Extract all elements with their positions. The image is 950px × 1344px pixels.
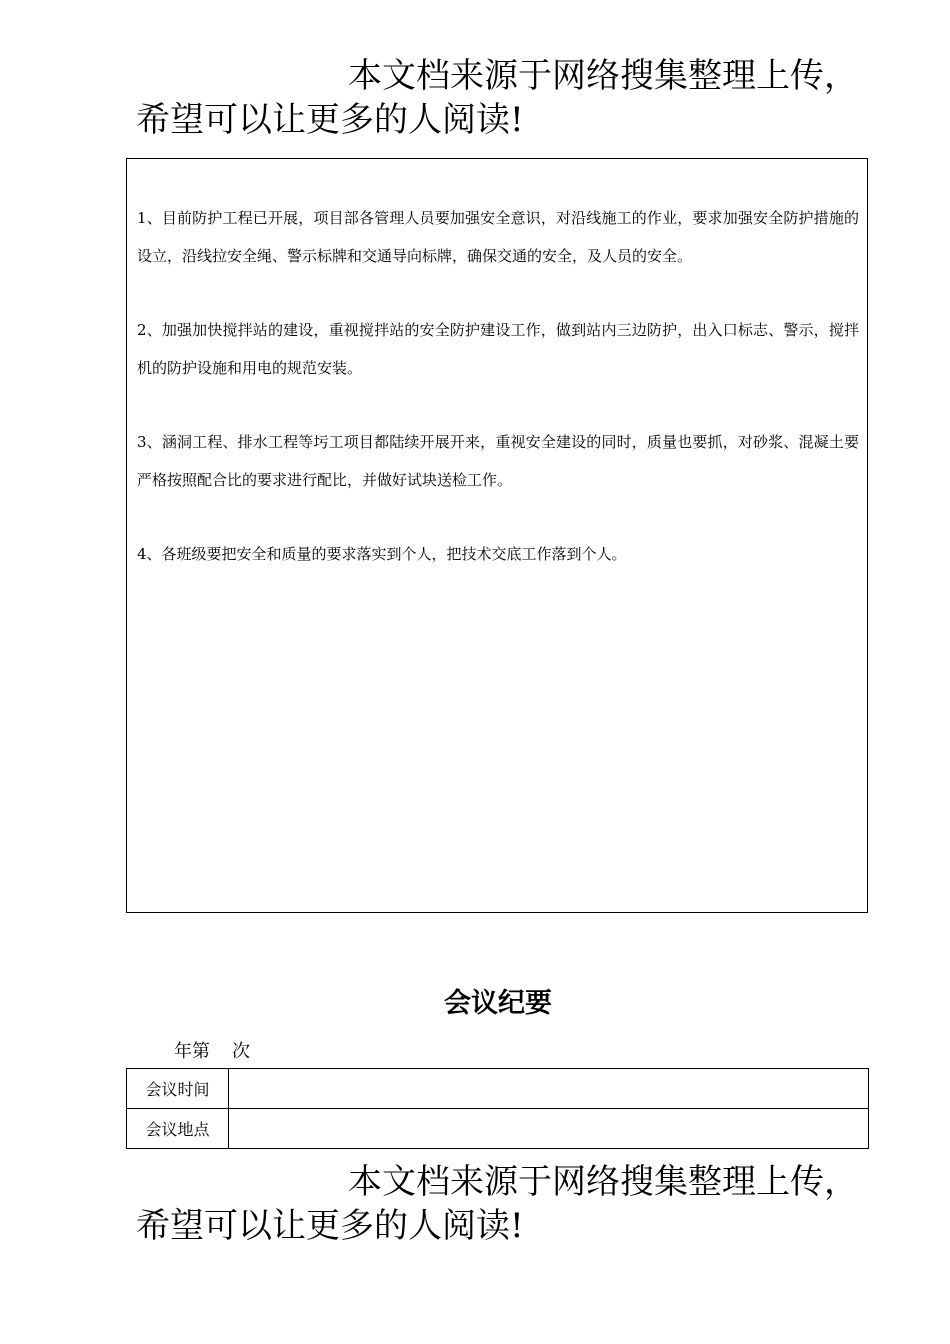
- count-label: 次: [232, 1041, 250, 1062]
- footer-watermark-text: [136, 1160, 866, 1248]
- table-row: [127, 1109, 869, 1149]
- meeting-number-line: [174, 1040, 250, 1064]
- watermark-line-1: 本文档来源于网络搜集整理上传，: [348, 56, 858, 96]
- meeting-content-box: [126, 158, 868, 913]
- meeting-place-label: 会议地点: [127, 1109, 229, 1149]
- watermark-line-1: 本文档来源于网络搜集整理上传，: [348, 1162, 858, 1202]
- meeting-info-table: [126, 1068, 869, 1149]
- minutes-title: 会议纪要: [444, 988, 552, 1019]
- content-item-2: 2、加强加快搅拌站的建设，重视搅拌站的安全防护建设工作，做到站内三边防护，出入口标志、警示，搅拌机的防护设施和用电的规范安装。: [137, 321, 859, 377]
- content-item-4: 4、各班级要把安全和质量的要求落实到个人，把技术交底工作落到个人。: [137, 545, 627, 563]
- meeting-time-label: 会议时间: [127, 1069, 229, 1109]
- year-label: 年第: [174, 1041, 210, 1062]
- header-watermark-text: [136, 54, 866, 142]
- meeting-time-value: [229, 1069, 869, 1109]
- table-row: [127, 1069, 869, 1109]
- meeting-place-value: [229, 1109, 869, 1149]
- content-item-1: 1、目前防护工程已开展，项目部各管理人员要加强安全意识，对沿线施工的作业，要求加强安全防护措施的设立，沿线拉安全绳、警示标牌和交通导向标牌，确保交通的安全，及人员的安全。: [137, 209, 859, 265]
- content-item-3: 3、涵洞工程、排水工程等圬工项目都陆续开展开来，重视安全建设的同时，质量也要抓，对砂浆、混凝土要严格按照配合比的要求进行配比，并做好试块送检工作。: [137, 433, 859, 489]
- watermark-line-2: 希望可以让更多的人阅读!: [136, 1206, 524, 1246]
- watermark-line-2: 希望可以让更多的人阅读!: [136, 100, 524, 140]
